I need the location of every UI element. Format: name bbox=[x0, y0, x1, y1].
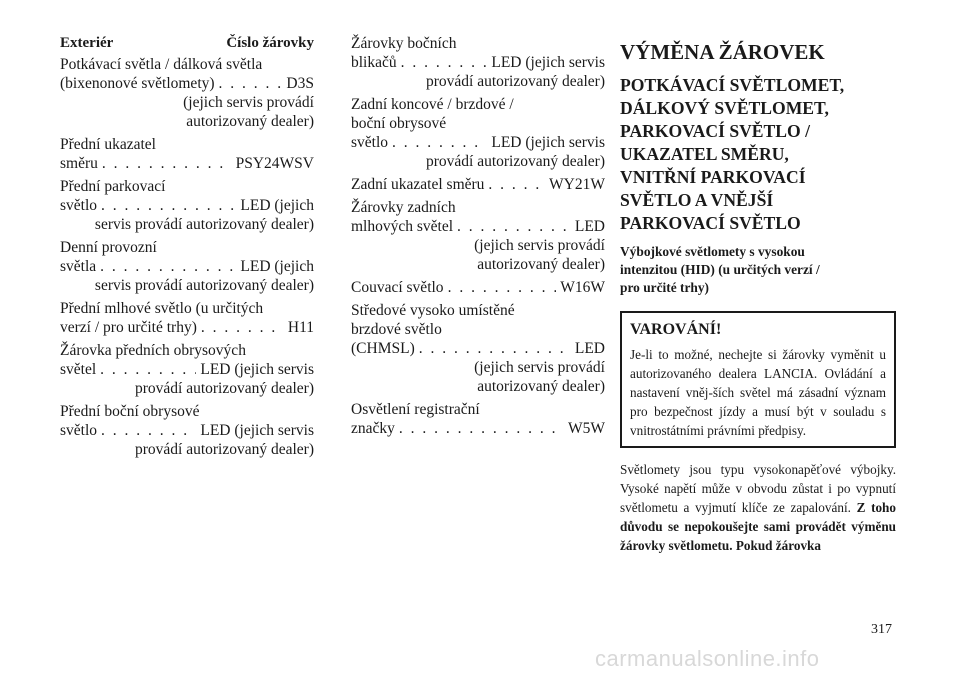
bulb-leader-line bbox=[351, 419, 605, 438]
hid-heading bbox=[620, 243, 896, 297]
bulb-leader-line bbox=[60, 257, 314, 276]
dot-leader bbox=[419, 339, 571, 358]
bulb-note-line: (jejich servis provádí bbox=[474, 237, 605, 254]
bulb-leader-line bbox=[351, 53, 605, 72]
table-header bbox=[60, 34, 314, 52]
bulb-entry bbox=[351, 34, 605, 91]
bulb-leader-line bbox=[60, 196, 314, 215]
bulb-note-line: provádí autorizovaný dealer) bbox=[425, 153, 605, 170]
bulb-value: LED bbox=[574, 218, 605, 235]
bulb-name-line: Žárovka předních obrysových bbox=[60, 342, 246, 359]
bulb-value: W16W bbox=[560, 279, 605, 296]
subheading-line: VNITŘNÍ PARKOVACÍ bbox=[620, 167, 806, 187]
bulb-value: WY21W bbox=[549, 176, 605, 193]
page-number: 317 bbox=[871, 622, 892, 637]
bulb-name-last: verzí / pro určité trhy) bbox=[60, 319, 197, 336]
dot-leader bbox=[457, 217, 571, 236]
dot-leader bbox=[100, 257, 236, 276]
bulb-note-line: servis provádí autorizovaný dealer) bbox=[94, 216, 314, 233]
bulb-entry bbox=[351, 278, 605, 297]
bulb-leader-line bbox=[60, 421, 314, 440]
bulb-entry bbox=[351, 198, 605, 274]
bulb-name-last: značky bbox=[351, 420, 395, 437]
dot-leader bbox=[399, 419, 564, 438]
bulb-entry bbox=[60, 402, 314, 459]
watermark: carmanualsonline.info bbox=[595, 646, 820, 671]
bulb-name-last: světlo bbox=[60, 422, 98, 439]
dot-leader bbox=[488, 175, 545, 194]
bulb-note-line: autorizovaný dealer) bbox=[186, 113, 314, 130]
dot-leader bbox=[102, 154, 232, 173]
bulb-value: LED (jejich bbox=[240, 197, 314, 214]
bulb-name-line: Přední mlhové světlo (u určitých bbox=[60, 300, 264, 317]
bulb-value: LED (jejich bbox=[240, 258, 314, 275]
subheading-line: PARKOVACÍ SVĚTLO bbox=[620, 213, 801, 233]
bulb-entry bbox=[351, 301, 605, 396]
right-column bbox=[620, 34, 896, 555]
bulb-entry bbox=[60, 135, 314, 173]
bulb-name-last: světlo bbox=[351, 134, 389, 151]
bulb-name-line: brzdové světlo bbox=[351, 321, 442, 338]
left-column bbox=[60, 34, 314, 463]
bulb-entry bbox=[351, 400, 605, 438]
dot-leader bbox=[101, 196, 236, 215]
subheading bbox=[620, 74, 896, 235]
subheading-line: UKAZATEL SMĚRU, bbox=[620, 144, 789, 164]
bulb-name-last: (bixenonové světlomety) bbox=[60, 75, 215, 92]
bulb-entry bbox=[60, 341, 314, 398]
dot-leader bbox=[101, 421, 196, 440]
bulb-entry bbox=[351, 175, 605, 194]
bulb-entry bbox=[60, 177, 314, 234]
bulb-entry bbox=[60, 299, 314, 337]
bulb-leader-line bbox=[351, 217, 605, 236]
subheading-line: DÁLKOVÝ SVĚTLOMET, bbox=[620, 98, 829, 118]
bulb-value: LED bbox=[574, 340, 605, 357]
dot-leader bbox=[219, 74, 283, 93]
bulb-entry bbox=[351, 95, 605, 171]
bulb-name-last: světlo bbox=[60, 197, 98, 214]
bulb-leader-line bbox=[351, 278, 605, 297]
bulb-leader-line bbox=[60, 154, 314, 173]
bulb-name-last: směru bbox=[60, 155, 98, 172]
paragraph-text: Světlomety jsou typu vysokonapěťové výbojky. Vysoké napětí může v obvodu zůstat i po vypnutí světlometu a vyjmutí klíče ze zapalování. bbox=[620, 462, 896, 515]
dot-leader bbox=[401, 53, 488, 72]
bulb-value: LED (jejich servis bbox=[200, 361, 314, 378]
bulb-name-last: Zadní ukazatel směru bbox=[351, 176, 485, 193]
bulb-name-last: světel bbox=[60, 361, 97, 378]
bulb-name-last: blikačů bbox=[351, 54, 397, 71]
bulb-leader-line bbox=[351, 339, 605, 358]
bulb-list-middle bbox=[351, 34, 605, 438]
hid-heading-line: intenzitou (HID) (u určitých verzí / bbox=[620, 262, 820, 277]
bulb-name-line: Přední parkovací bbox=[60, 178, 166, 195]
bulb-note-line: servis provádí autorizovaný dealer) bbox=[94, 277, 314, 294]
bulb-name-line: Denní provozní bbox=[60, 239, 157, 256]
dot-leader bbox=[201, 318, 284, 337]
hid-heading-line: pro určité trhy) bbox=[620, 280, 710, 295]
header-bulb-number: Číslo žárovky bbox=[226, 35, 314, 51]
bulb-name-line: Žárovky bočních bbox=[351, 35, 457, 52]
dot-leader bbox=[392, 133, 487, 152]
bulb-value: LED (jejich servis bbox=[491, 54, 605, 71]
subheading-line: POTKÁVACÍ SVĚTLOMET, bbox=[620, 75, 845, 95]
dot-leader bbox=[100, 360, 196, 379]
bulb-note-line: (jejich servis provádí bbox=[474, 359, 605, 376]
bulb-leader-line bbox=[60, 318, 314, 337]
bulb-name-line: Přední ukazatel bbox=[60, 136, 156, 153]
warning-title: VAROVÁNÍ! bbox=[630, 321, 722, 338]
bulb-name-line: Potkávací světla / dálková světla bbox=[60, 56, 263, 73]
bulb-value: D3S bbox=[286, 75, 314, 92]
subheading-line: PARKOVACÍ SVĚTLO / bbox=[620, 121, 810, 141]
bulb-name-last: Couvací světlo bbox=[351, 279, 444, 296]
header-exterior: Exteriér bbox=[60, 35, 114, 51]
hid-heading-line: Výbojkové světlomety s vysokou bbox=[620, 244, 805, 259]
bulb-name-line: Žárovky zadních bbox=[351, 199, 456, 216]
bulb-note-line: autorizovaný dealer) bbox=[477, 256, 605, 273]
bulb-note-line: provádí autorizovaný dealer) bbox=[134, 441, 314, 458]
section-title: VÝMĚNA ŽÁROVEK bbox=[620, 40, 825, 64]
bulb-name-last: (CHMSL) bbox=[351, 340, 415, 357]
bulb-value: LED (jejich servis bbox=[491, 134, 605, 151]
bulb-name-line: Středové vysoko umístěné bbox=[351, 302, 515, 319]
bulb-name-line: Osvětlení registrační bbox=[351, 401, 480, 418]
bulb-list-left bbox=[60, 55, 314, 459]
bulb-entry bbox=[60, 238, 314, 295]
bulb-value: W5W bbox=[567, 420, 605, 437]
warning-text: Je-li to možné, nechejte si žárovky vyměnit u autorizovaného dealera LANCIA. Ovládání a nastavení vněj-ších světel má zásadní význam pro bezpečnost jízdy a musí být v souladu s vnitrostátními právními předpisy. bbox=[630, 347, 886, 438]
dot-leader bbox=[448, 278, 557, 297]
bulb-name-last: mlhových světel bbox=[351, 218, 454, 235]
bulb-note-line: provádí autorizovaný dealer) bbox=[425, 73, 605, 90]
bulb-value: PSY24WSV bbox=[235, 155, 314, 172]
body-paragraph bbox=[620, 460, 896, 555]
bulb-value: H11 bbox=[287, 319, 314, 336]
bulb-leader-line bbox=[351, 175, 605, 194]
bulb-entry bbox=[60, 55, 314, 131]
bulb-note-line: provádí autorizovaný dealer) bbox=[134, 380, 314, 397]
warning-box bbox=[620, 311, 896, 448]
bulb-name-line: Přední boční obrysové bbox=[60, 403, 200, 420]
bulb-name-last: světla bbox=[60, 258, 97, 275]
bulb-name-line: Zadní koncové / brzdové / bbox=[351, 96, 514, 113]
middle-column bbox=[351, 34, 605, 442]
bulb-name-line: boční obrysové bbox=[351, 115, 447, 132]
bulb-leader-line bbox=[351, 133, 605, 152]
bulb-value: LED (jejich servis bbox=[200, 422, 314, 439]
bulb-note-line: autorizovaný dealer) bbox=[477, 378, 605, 395]
subheading-line: SVĚTLO A VNĚJŠÍ bbox=[620, 190, 774, 210]
paragraph-bold-text: Z toho důvodu se nepokoušejte sami provádět výměnu žárovky světlometu. Pokud žárovka bbox=[620, 500, 896, 553]
bulb-leader-line bbox=[60, 74, 314, 93]
bulb-leader-line bbox=[60, 360, 314, 379]
bulb-note-line: (jejich servis provádí bbox=[183, 94, 314, 111]
